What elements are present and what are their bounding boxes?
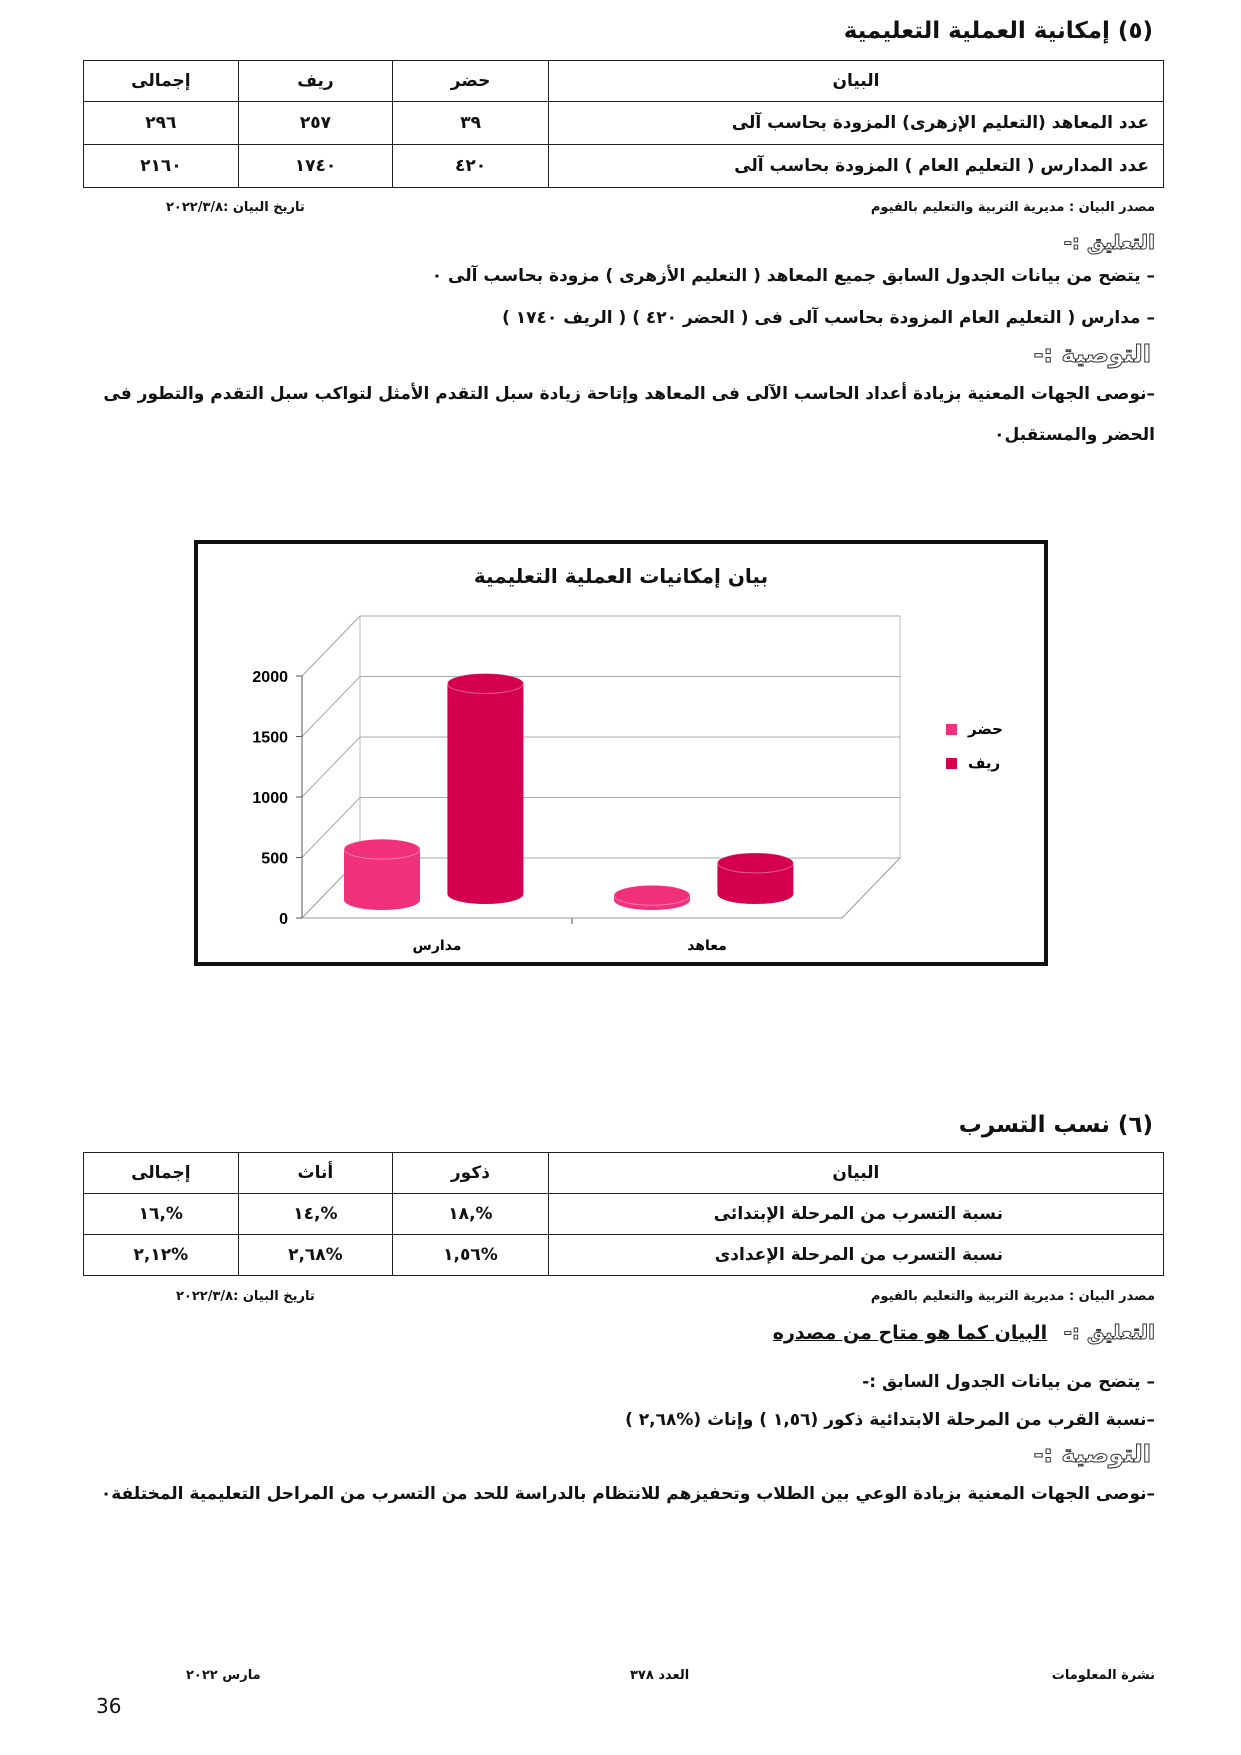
comment-line: –نسبة القرب من المرحلة الابتدائية ذكور (١,٥٦ ) وإناث (%٢,٦٨ ) [625, 1410, 1155, 1430]
header-cell: البيان [548, 61, 1163, 102]
x-tick-label: معاهد [687, 938, 727, 954]
table-cell: ٤٢٠ [393, 145, 549, 188]
table-row [84, 1194, 1164, 1235]
recommendation-line: –نوصى الجهات المعنية بزيادة الوعي بين الطلاب وتحفيزهم للانتظام بالدراسة للحد من التسرب من المراحل التعليمية المختلفة٠ [100, 1484, 1155, 1504]
bar-حضر-معاهد [614, 885, 690, 910]
header-cell: إجمالى [84, 61, 239, 102]
recommendation-line: الحضر والمستقبل٠ [994, 425, 1155, 445]
header-cell: حضر [393, 61, 549, 102]
x-tick-label: مدارس [412, 938, 462, 954]
data-date: تاريخ البيان :٢٠٢٢/٣/٨ [166, 200, 305, 215]
table-cell: ٣٩ [393, 102, 549, 145]
table-cell: ٢١٦٠ [84, 145, 239, 188]
header-cell: البيان [548, 1153, 1163, 1194]
legend-swatch [946, 758, 957, 769]
header-cell: أناث [238, 1153, 393, 1194]
bar-حضر-مدارس [344, 839, 420, 910]
header-cell: ذكور [393, 1153, 549, 1194]
header-cell: ريف [238, 61, 393, 102]
recommendation-heading: التوصية :- [1033, 1440, 1151, 1468]
comment-note: البيان كما هو متاح من مصدره [772, 1322, 1048, 1344]
table-cell: %١,٥٦ [393, 1235, 549, 1276]
page-number: 36 [96, 1694, 122, 1718]
table-cell: عدد المدارس ( التعليم العام ) المزودة بحاسب آلى [548, 145, 1163, 188]
section5-table [83, 60, 1164, 188]
y-tick-label: 2000 [252, 669, 288, 686]
section6-table [83, 1152, 1164, 1276]
y-tick-label: 500 [261, 850, 288, 868]
table-cell: عدد المعاهد (التعليم الإزهرى) المزودة بحاسب آلى [548, 102, 1163, 145]
comment-heading-row [773, 1320, 1155, 1344]
table-cell: %٢,١٢ [84, 1235, 239, 1276]
bar-ريف-معاهد [717, 853, 793, 904]
recommendation-line: –نوصى الجهات المعنية بزيادة أعداد الحاسب الآلى فى المعاهد وإتاحة زيادة سبل التقدم الأمثل لتواكب سبل التقدم والتطور فى [103, 384, 1155, 404]
table-cell: %٢,٦٨ [238, 1235, 393, 1276]
legend-swatch [946, 724, 957, 735]
table-row [84, 145, 1164, 188]
y-tick-label: 0 [279, 911, 288, 928]
table-row [84, 1235, 1164, 1276]
data-source: مصدر البيان : مديرية التربية والتعليم بالفيوم [870, 1289, 1155, 1304]
table-cell: %,١٦ [84, 1194, 239, 1235]
chart-title: بيان إمكانيات العملية التعليمية [473, 564, 769, 588]
y-tick-label: 1500 [252, 729, 288, 747]
comment-heading: التعليق :- [1063, 230, 1155, 254]
recommendation-heading: التوصية :- [1033, 340, 1151, 368]
bar-ريف-مدارس [447, 673, 523, 904]
y-tick-label: 1000 [252, 790, 288, 807]
chart-frame [194, 540, 1048, 966]
table-cell: ١٧٤٠ [238, 145, 393, 188]
table-header-row [84, 61, 1164, 102]
header-cell: إجمالى [84, 1153, 239, 1194]
comment-line: – مدارس ( التعليم العام المزودة بحاسب آلى فى ( الحضر ٤٢٠ ) ( الريف ١٧٤٠ ) [502, 308, 1155, 328]
footer-issue: العدد ٣٧٨ [630, 1668, 690, 1683]
comment-heading: التعليق :- [1063, 1320, 1155, 1344]
data-date: تاريخ البيان :٢٠٢٢/٣/٨ [176, 1289, 315, 1304]
table-header-row [84, 1153, 1164, 1194]
table-cell: نسبة التسرب من المرحلة الإعدادى [548, 1235, 1163, 1276]
footer-date: مارس ٢٠٢٢ [186, 1668, 261, 1683]
legend-label: ريف [968, 754, 1001, 772]
table-cell: %,١٤ [238, 1194, 393, 1235]
table-row [84, 102, 1164, 145]
data-source: مصدر البيان : مديرية التربية والتعليم بالفيوم [870, 200, 1155, 215]
comment-line: – يتضح من بيانات الجدول السابق :- [862, 1372, 1155, 1392]
footer-publication: نشرة المعلومات [1051, 1668, 1155, 1683]
table-cell: نسبة التسرب من المرحلة الإبتدائى [548, 1194, 1163, 1235]
table-cell: %,١٨ [393, 1194, 549, 1235]
section5-title: (٥) إمكانية العملية التعليمية [843, 18, 1153, 44]
table-cell: ٢٥٧ [238, 102, 393, 145]
comment-line: – يتضح من بيانات الجدول السابق جميع المعاهد ( التعليم الأزهرى ) مزودة بحاسب آلى ٠ [431, 266, 1155, 286]
section6-title: (٦) نسب التسرب [958, 1112, 1153, 1138]
table-cell: ٢٩٦ [84, 102, 239, 145]
bar-chart [198, 544, 1044, 962]
legend-label: حضر [968, 720, 1003, 738]
